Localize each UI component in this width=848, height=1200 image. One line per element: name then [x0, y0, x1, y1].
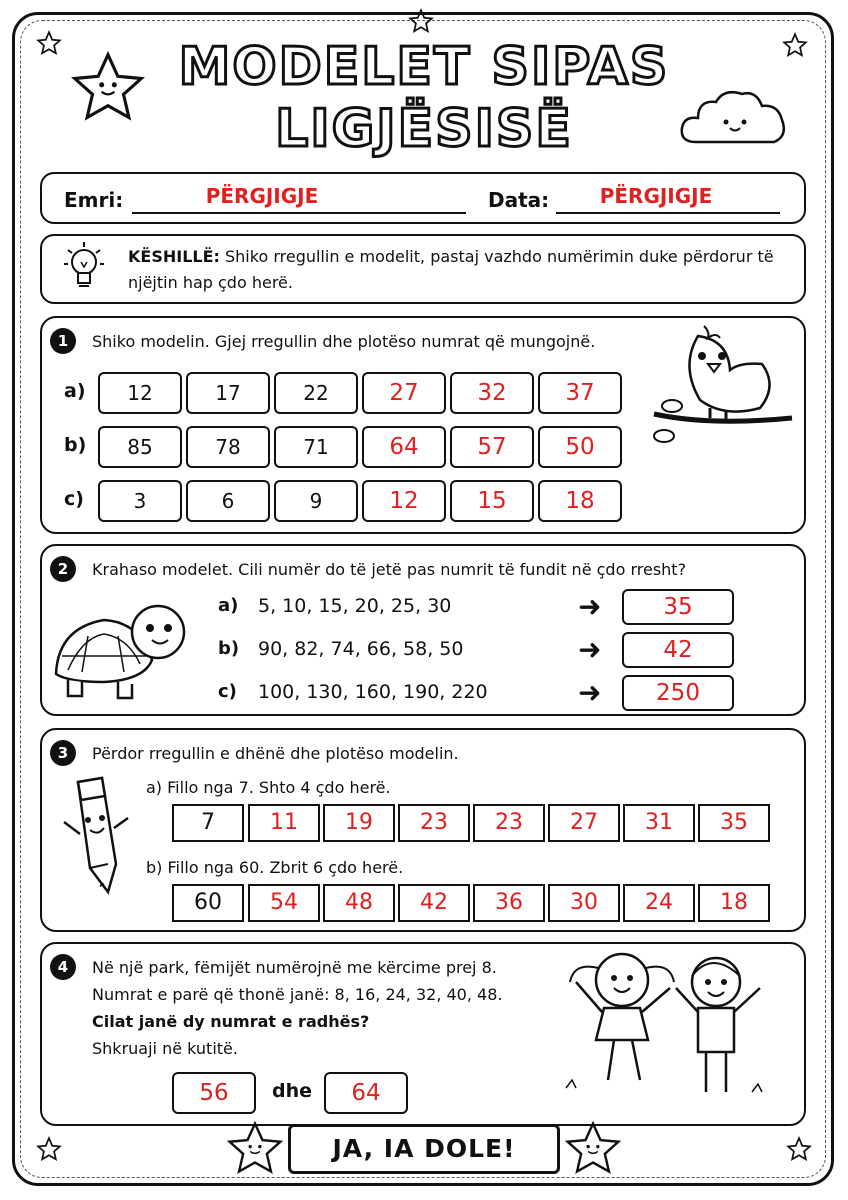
- banner-star-right-icon: [564, 1120, 622, 1178]
- answer-box[interactable]: 32: [450, 372, 534, 414]
- answer-box[interactable]: 37: [538, 372, 622, 414]
- number-box: 9: [274, 480, 358, 522]
- answer-box[interactable]: 15: [450, 480, 534, 522]
- connector-word: dhe: [272, 1080, 313, 1102]
- date-value: PËRGJIGJE: [599, 184, 713, 208]
- arrow-icon: ➜: [578, 590, 602, 623]
- section-3-badge: 3: [50, 740, 76, 766]
- word-problem-instruction: Shkruaji në kutitë.: [92, 1039, 238, 1058]
- row-label: c): [218, 681, 237, 702]
- word-problem-line-2: Numrat e parë që thonë janë: 8, 16, 24, 32, 40, 48.: [92, 985, 503, 1004]
- answer-box[interactable]: 42: [622, 632, 734, 668]
- number-box: 22: [274, 372, 358, 414]
- answer-box[interactable]: 18: [538, 480, 622, 522]
- banner-star-left-icon: [226, 1120, 284, 1178]
- answer-box[interactable]: 64: [362, 426, 446, 468]
- word-problem-line-1: Në një park, fëmijët numërojnë me kërcime prej 8.: [92, 958, 497, 977]
- answer-box[interactable]: 12: [362, 480, 446, 522]
- answer-box[interactable]: 54: [248, 884, 320, 922]
- row-label: a): [218, 595, 239, 616]
- number-box: 78: [186, 426, 270, 468]
- answer-box[interactable]: 11: [248, 804, 320, 842]
- name-value: PËRGJIGJE: [205, 184, 319, 208]
- answer-box[interactable]: 250: [622, 675, 734, 711]
- star-icon-bottom-left: [36, 1136, 62, 1162]
- section-4-badge: 4: [50, 954, 76, 980]
- answer-box[interactable]: 48: [323, 884, 395, 922]
- pencil-character-icon: [56, 774, 136, 908]
- start-number-box: 7: [172, 804, 244, 842]
- answer-box[interactable]: 50: [538, 426, 622, 468]
- star-icon-top-center: [408, 8, 434, 34]
- date-label: Data:: [488, 188, 550, 212]
- success-banner: JA, IA DOLE!: [288, 1124, 560, 1174]
- answer-box[interactable]: 27: [548, 804, 620, 842]
- section-3-question: Përdor rregullin e dhënë dhe plotëso modelin.: [92, 744, 459, 763]
- answer-box[interactable]: 23: [398, 804, 470, 842]
- section-2-question: Krahaso modelet. Cili numër do të jetë pas numrit të fundit në çdo rresht?: [92, 560, 687, 579]
- start-number-box: 60: [172, 884, 244, 922]
- tip-text: [128, 244, 788, 296]
- row-label: c): [64, 488, 84, 510]
- section-2-badge: 2: [50, 556, 76, 582]
- section-1-badge: 1: [50, 328, 76, 354]
- lightbulb-icon: [64, 240, 104, 298]
- answer-box[interactable]: 31: [623, 804, 695, 842]
- children-jumping-icon: [556, 940, 786, 1110]
- answer-box[interactable]: 19: [323, 804, 395, 842]
- tip-label: KËSHILLË:: [128, 247, 220, 266]
- bird-on-branch-icon: [650, 322, 800, 452]
- answer-box[interactable]: 27: [362, 372, 446, 414]
- answer-box[interactable]: 36: [473, 884, 545, 922]
- arrow-icon: ➜: [578, 633, 602, 666]
- number-sequence: 100, 130, 160, 190, 220: [258, 681, 488, 703]
- answer-box[interactable]: 35: [698, 804, 770, 842]
- number-box: 12: [98, 372, 182, 414]
- number-sequence: 90, 82, 74, 66, 58, 50: [258, 638, 464, 660]
- star-icon-bottom-right: [786, 1136, 812, 1162]
- answer-box[interactable]: 57: [450, 426, 534, 468]
- answer-box-1[interactable]: 56: [172, 1072, 256, 1114]
- answer-box-2[interactable]: 64: [324, 1072, 408, 1114]
- number-box: 3: [98, 480, 182, 522]
- number-box: 71: [274, 426, 358, 468]
- number-box: 17: [186, 372, 270, 414]
- word-problem-question: Cilat janë dy numrat e radhës?: [92, 1012, 370, 1031]
- page-title-line-1: MODELET SIPAS: [178, 37, 670, 97]
- instruction-text: a) Fillo nga 7. Shto 4 çdo herë.: [146, 778, 391, 797]
- answer-box[interactable]: 23: [473, 804, 545, 842]
- answer-box[interactable]: 35: [622, 589, 734, 625]
- answer-box[interactable]: 30: [548, 884, 620, 922]
- row-label: a): [64, 380, 86, 402]
- row-label: b): [218, 638, 240, 659]
- number-box: 6: [186, 480, 270, 522]
- answer-box[interactable]: 24: [623, 884, 695, 922]
- number-sequence: 5, 10, 15, 20, 25, 30: [258, 595, 452, 617]
- page-title-line-2: LIGJËSISË: [275, 99, 573, 159]
- number-box: 85: [98, 426, 182, 468]
- name-label: Emri:: [64, 188, 124, 212]
- answer-box[interactable]: 18: [698, 884, 770, 922]
- section-1-question: Shiko modelin. Gjej rregullin dhe plotëso numrat që mungojnë.: [92, 332, 596, 351]
- tip-body: Shiko rregullin e modelit, pastaj vazhdo numërimin duke përdorur të njëjtin hap çdo herë.: [128, 247, 774, 292]
- arrow-icon: ➜: [578, 676, 602, 709]
- answer-box[interactable]: 42: [398, 884, 470, 922]
- row-label: b): [64, 434, 87, 456]
- turtle-icon: [48, 598, 188, 702]
- instruction-text: b) Fillo nga 60. Zbrit 6 çdo herë.: [146, 858, 404, 877]
